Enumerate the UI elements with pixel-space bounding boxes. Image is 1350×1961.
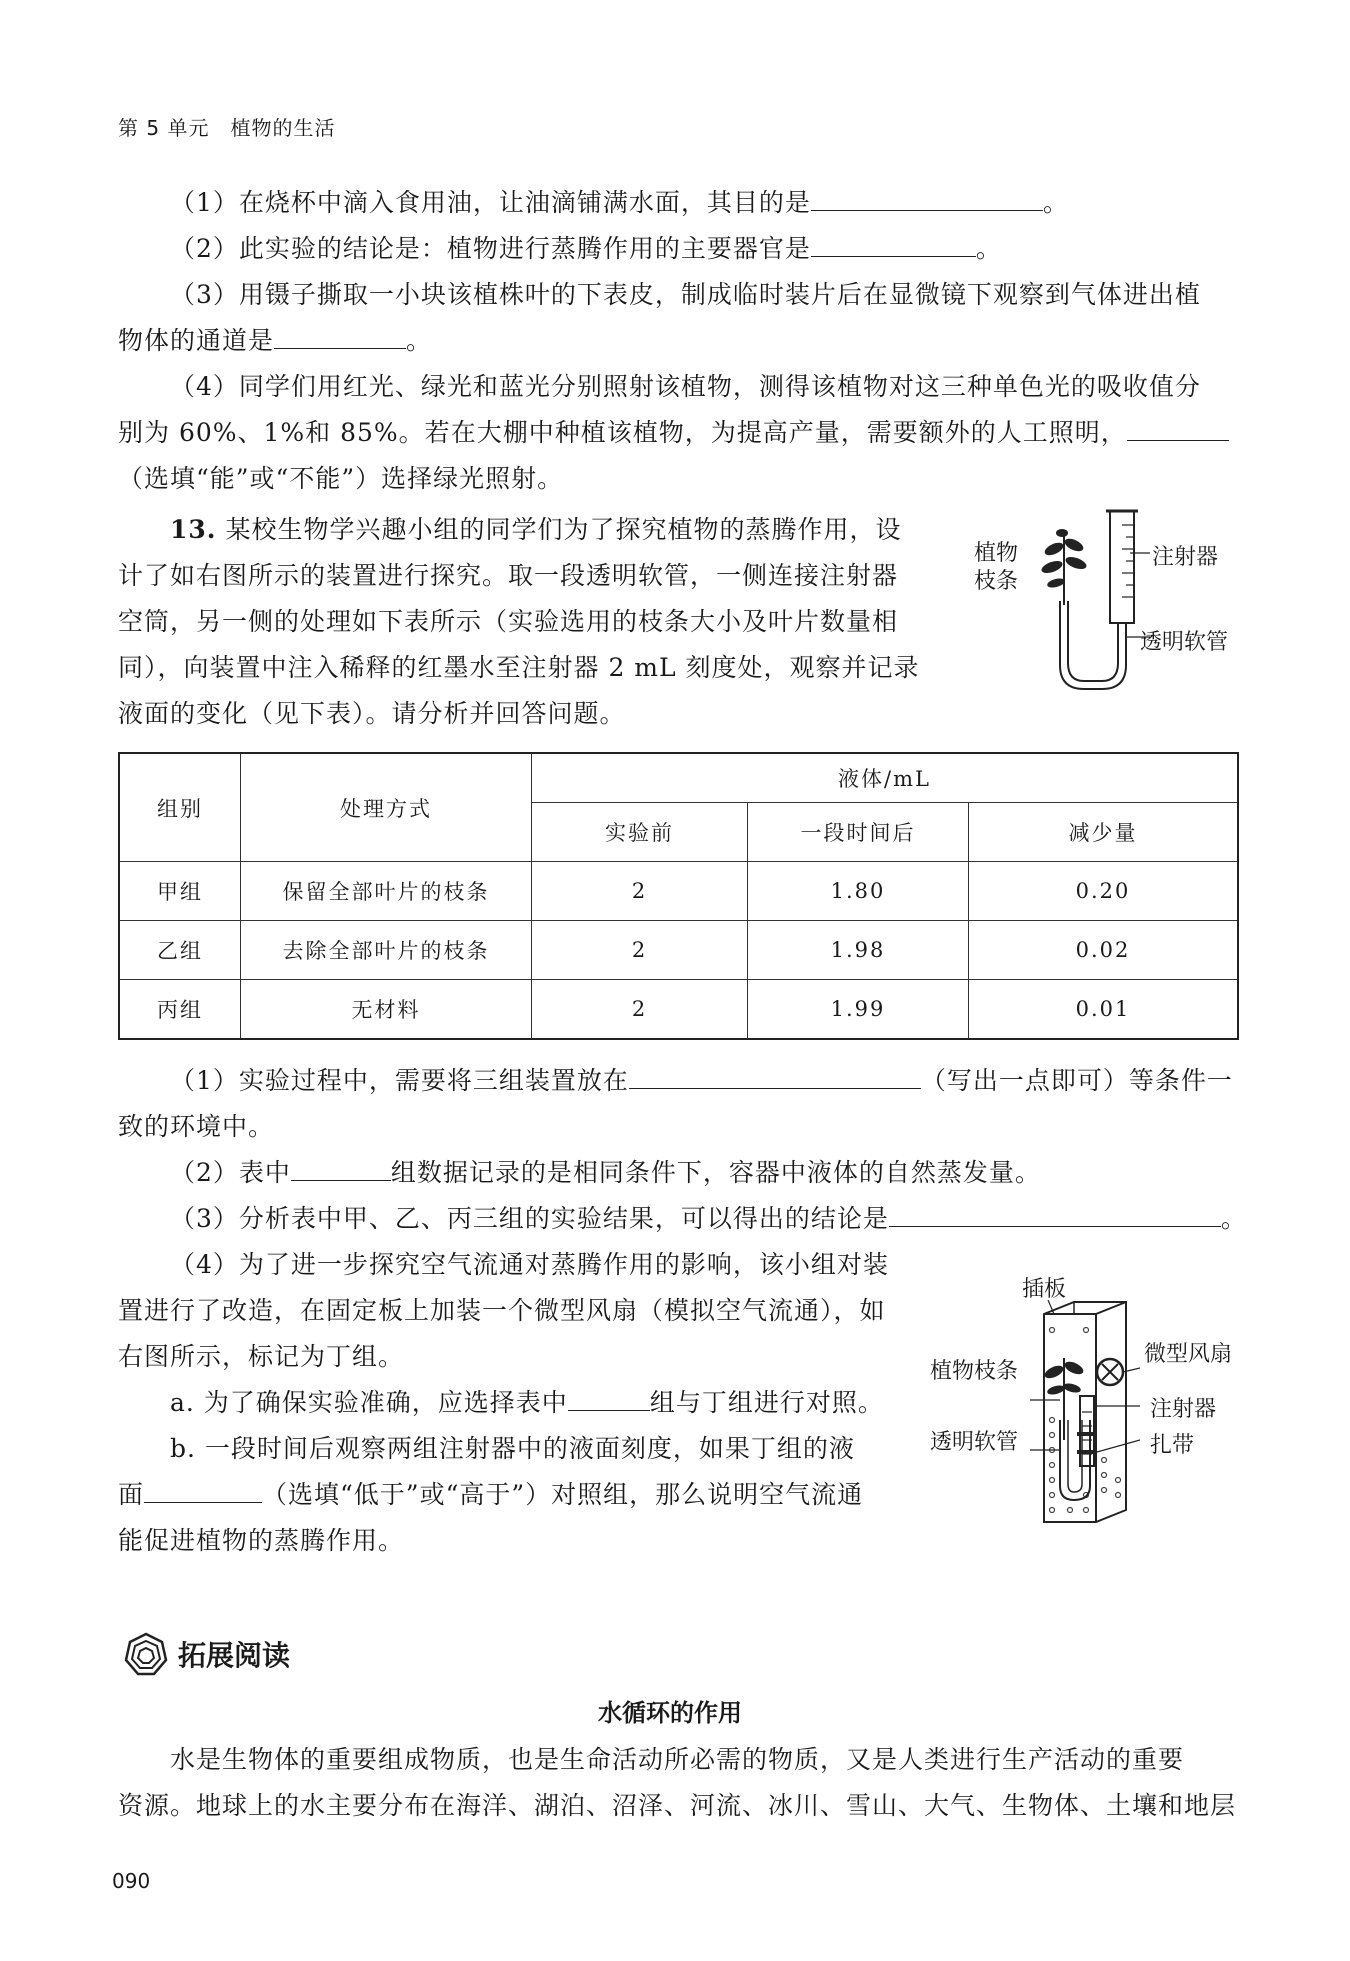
q12-part4-line3: （选填“能”或“不能”）选择绿光照射。 <box>118 464 564 493</box>
q13-sub2-blank[interactable] <box>291 1158 391 1181</box>
fig2-label-plant: 植物枝条 <box>930 1359 1019 1384</box>
q12-part3-line1: （3）用镊子撕取一小块该植株叶的下表皮，制成临时装片后在显微镜下观察到气体进出植 <box>170 280 1201 309</box>
fig2-label-tie: 扎带 <box>1150 1433 1195 1458</box>
q13-sub4-line2: 置进行了改造，在固定板上加装一个微型风扇（模拟空气流通），如 <box>118 1296 886 1325</box>
results-table <box>118 752 1239 1040</box>
table-row <box>119 862 1238 921</box>
fig2-label-fan: 微型风扇 <box>1144 1342 1233 1367</box>
q12-part2-text: （2）此实验的结论是：植物进行蒸腾作用的主要器官是 <box>170 234 811 263</box>
article-line2: 资源。地球上的水主要分布在海洋、湖泊、沼泽、河流、冰川、雪山、大气、生物体、土壤和地层 <box>118 1791 1237 1820</box>
q13-sub3-blank[interactable] <box>889 1204 1221 1227</box>
q12-part1-text: （1）在烧杯中滴入食用油，让油滴铺满水面，其目的是 <box>170 188 811 217</box>
cell-group: 乙组 <box>119 921 241 980</box>
q13-sub4-line3: 右图所示，标记为丁组。 <box>118 1342 405 1371</box>
q13-sub4-line1: （4）为了进一步探究空气流通对蒸腾作用的影响，该小组对装 <box>170 1250 889 1279</box>
q12-part1 <box>170 188 1069 218</box>
q13-sub4b-line1: b. 一段时间后观察两组注射器中的液面刻度，如果丁组的液 <box>170 1434 855 1463</box>
table-row <box>119 921 1238 980</box>
cell-before: 2 <box>532 862 748 921</box>
q12-part4-blank[interactable] <box>1127 418 1229 441</box>
q13-line3: 空筒，另一侧的处理如下表所示（实验选用的枝条大小及叶片数量相 <box>118 607 899 636</box>
q12-part2-end: 。 <box>975 234 1002 263</box>
cell-reduce: 0.01 <box>969 980 1239 1040</box>
q13-sub4a-text: a. 为了确保实验准确，应选择表中 <box>170 1388 568 1417</box>
q12-part4-text: 别为 60%、1%和 85%。若在大棚中种植该植物，为提高产量，需要额外的人工照明， <box>118 418 1127 447</box>
th-before: 实验前 <box>532 803 748 862</box>
fan-apparatus-figure <box>1030 1300 1140 1525</box>
q13-sub3 <box>170 1204 1247 1234</box>
cell-after: 1.99 <box>748 980 969 1040</box>
section-title: 拓展阅读 <box>178 1639 291 1672</box>
unit-header: 第 5 单元 植物的生活 <box>118 116 336 140</box>
cell-method: 无材料 <box>241 980 532 1040</box>
q13-sub4a-rest: 组与丁组进行对照。 <box>649 1388 884 1417</box>
q12-part2 <box>170 234 1002 264</box>
u-tube-icon <box>1060 601 1126 689</box>
q13-line1-text: 某校生物学兴趣小组的同学们为了探究植物的蒸腾作用，设 <box>225 515 902 544</box>
fig1-label-tube: 透明软管 <box>1140 630 1229 655</box>
q12-part1-blank[interactable] <box>811 188 1043 211</box>
q13-sub4b-rest: （选填“低于”或“高于”）对照组，那么说明空气流通 <box>262 1480 864 1509</box>
q13-sub1-rest: （写出一点即可）等条件一 <box>920 1066 1233 1095</box>
q13-sub3-end: 。 <box>1220 1204 1247 1233</box>
q13-sub1 <box>170 1066 1233 1096</box>
cell-after: 1.98 <box>748 921 969 980</box>
q13-line1 <box>170 515 901 545</box>
q12-part4-line2 <box>118 418 1229 448</box>
q13-sub2-text: （2）表中 <box>170 1158 291 1187</box>
q13-line2: 计了如右图所示的装置进行探究。取一段透明软管，一侧连接注射器 <box>118 561 899 590</box>
cell-method: 保留全部叶片的枝条 <box>241 862 532 921</box>
q13-number: 13. <box>170 515 217 544</box>
cell-method: 去除全部叶片的枝条 <box>241 921 532 980</box>
q13-sub3-text: （3）分析表中甲、乙、丙三组的实验结果，可以得出的结论是 <box>170 1204 889 1233</box>
fig2-label-tube: 透明软管 <box>930 1430 1019 1455</box>
article-title: 水循环的作用 <box>598 1699 742 1727</box>
q12-part3-end: 。 <box>406 326 433 355</box>
q13-sub2 <box>170 1158 1041 1188</box>
fig1-label-plant-1: 植物 <box>974 541 1019 566</box>
cell-group: 甲组 <box>119 862 241 921</box>
q13-sub4b-blank[interactable] <box>144 1480 262 1503</box>
plant-icon <box>1043 1358 1085 1440</box>
cell-group: 丙组 <box>119 980 241 1040</box>
q12-part3-blank[interactable] <box>274 326 406 349</box>
th-reduce: 减少量 <box>969 803 1239 862</box>
q12-part4-line1: （4）同学们用红光、绿光和蓝光分别照射该植物，测得该植物对这三种单色光的吸收值分 <box>170 372 1201 401</box>
q13-sub2-rest: 组数据记录的是相同条件下，容器中液体的自然蒸发量。 <box>390 1158 1041 1187</box>
th-group: 组别 <box>119 753 241 862</box>
th-after: 一段时间后 <box>748 803 969 862</box>
cable-tie-icon <box>1077 1432 1097 1436</box>
table-header-row <box>119 753 1238 803</box>
syringe-icon <box>1110 511 1134 623</box>
q13-sub1-blank[interactable] <box>629 1066 921 1089</box>
q13-sub4a-blank[interactable] <box>568 1388 650 1411</box>
table-row <box>119 980 1238 1040</box>
cell-reduce: 0.20 <box>969 862 1239 921</box>
q12-part1-end: 。 <box>1042 188 1069 217</box>
cell-before: 2 <box>532 980 748 1040</box>
page-number: 090 <box>112 1869 151 1893</box>
plant-icon <box>1040 529 1088 605</box>
flower-section-icon <box>124 1632 168 1676</box>
article-line1: 水是生物体的重要组成物质，也是生命活动所必需的物质，又是人类进行生产活动的重要 <box>170 1745 1185 1774</box>
q12-part2-blank[interactable] <box>811 234 976 257</box>
cell-before: 2 <box>532 921 748 980</box>
th-method: 处理方式 <box>241 753 532 862</box>
q13-sub1-text: （1）实验过程中，需要将三组装置放在 <box>170 1066 629 1095</box>
q13-sub4b-line3: 能促进植物的蒸腾作用。 <box>118 1526 405 1555</box>
q13-line5: 液面的变化（见下表）。请分析并回答问题。 <box>118 699 626 728</box>
th-liquid: 液体/mL <box>532 753 1239 803</box>
q12-part3-text: 物体的通道是 <box>118 326 275 355</box>
fan-icon <box>1097 1359 1123 1385</box>
apparatus-figure <box>1040 505 1150 695</box>
fig2-label-board: 插板 <box>1022 1277 1067 1302</box>
cell-reduce: 0.02 <box>969 921 1239 980</box>
q13-line4: 同），向装置中注入稀释的红墨水至注射器 2 mL 刻度处，观察并记录 <box>118 653 920 682</box>
q13-sub4b-line2 <box>118 1480 863 1510</box>
q13-sub4a <box>170 1388 884 1418</box>
fig2-label-syringe: 注射器 <box>1150 1397 1217 1422</box>
q13-sub4b-text: 面 <box>118 1480 145 1509</box>
fig1-label-plant-2: 枝条 <box>974 569 1019 594</box>
fig1-label-syringe: 注射器 <box>1152 545 1219 570</box>
q13-sub1-line2: 致的环境中。 <box>118 1112 275 1141</box>
cell-after: 1.80 <box>748 862 969 921</box>
q12-part3-line2 <box>118 326 432 356</box>
